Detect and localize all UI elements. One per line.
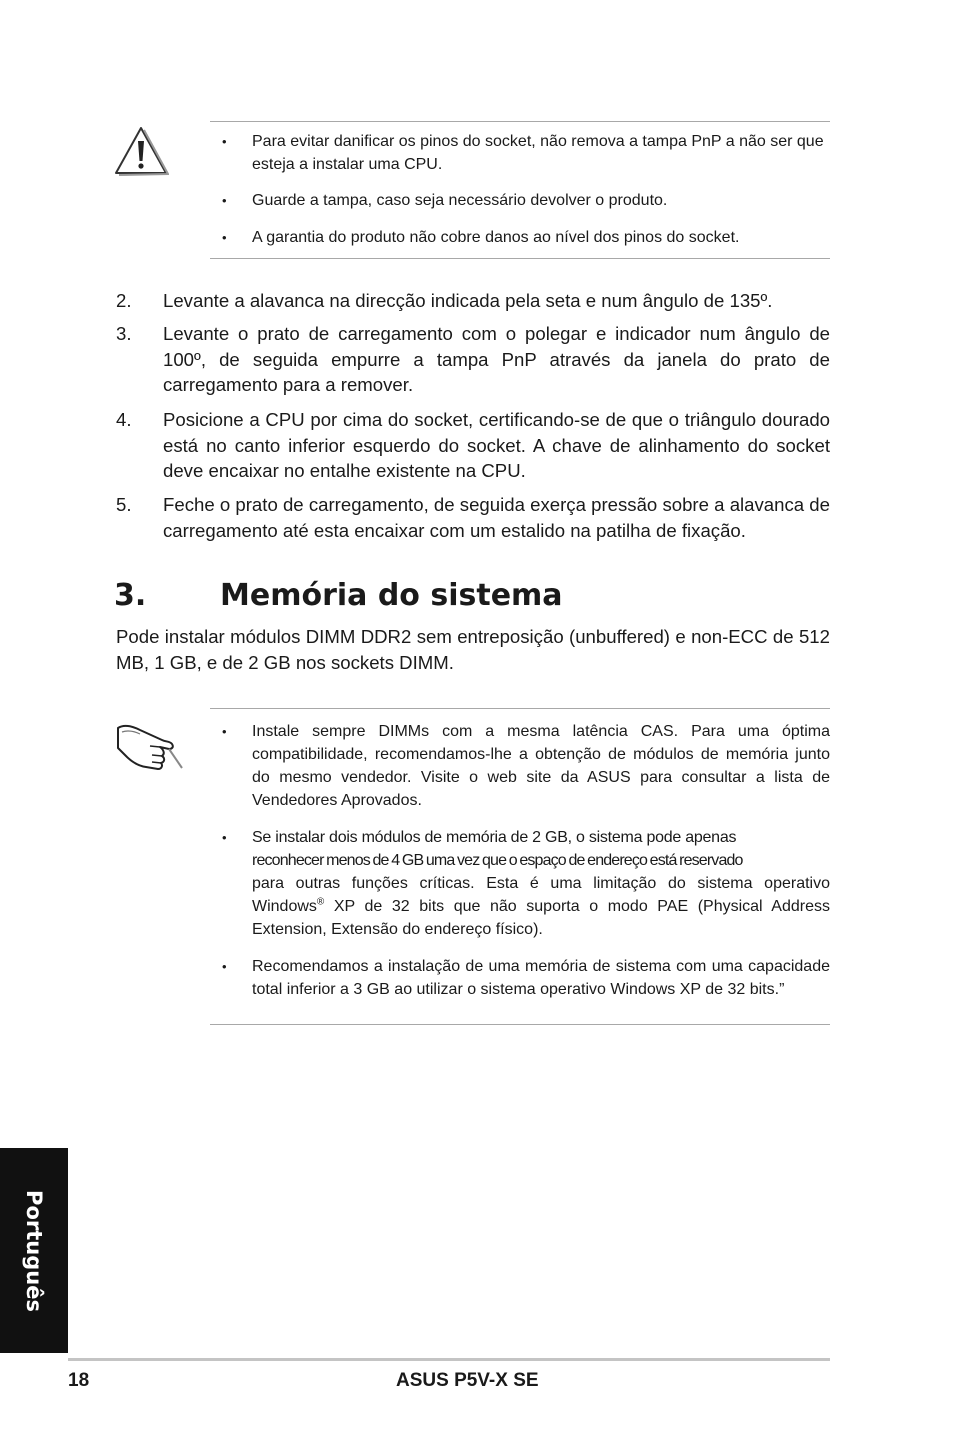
language-tab-label: Português <box>22 1189 46 1312</box>
caution-item: • A garantia do produto não cobre danos ao nível dos pinos do socket. <box>222 229 740 246</box>
step-number: 3. <box>116 323 132 344</box>
caution-notice <box>210 130 830 249</box>
caution-item: • Guarde a tampa, caso seja necessário devolver o produto. <box>222 192 668 209</box>
language-tab <box>0 1148 68 1353</box>
step-number: 5. <box>116 494 132 515</box>
note-item: • Se instalar dois módulos de memória de 2 GB, o sistema pode apenas reconhecer menos de 4 GB uma vez que o espaço de endereço está reservado para outras funções críticas. Esta é uma limitação do sistema operativo Windows® XP de 32 bits que não suporta o modo PAE (Physical Address Extension, Extensão do endereço físico). <box>210 826 830 941</box>
pointing-hand-icon <box>114 718 186 774</box>
step-5 <box>116 492 830 543</box>
caution-top-rule <box>210 121 830 122</box>
step-text: Levante o prato de carregamento com o polegar e indicador num ângulo de 100º, de seguida empurre a tampa PnP através da janela do prato de carregamento para a remover. <box>163 323 830 395</box>
step-3 <box>116 321 830 398</box>
caution-bottom-rule <box>210 258 830 259</box>
note-line: reconhecer menos de 4 GB uma vez que o espaço de endereço está reservado <box>252 852 743 869</box>
note-line: Se instalar dois módulos de memória de 2 GB, o sistema pode apenas <box>252 829 737 846</box>
section-number: 3. <box>114 578 147 613</box>
note-bottom-rule <box>210 1024 830 1025</box>
note-top-rule <box>210 708 830 709</box>
note-line: para outras funções críticas. Esta é uma limitação do sistema operativo Windows <box>252 875 830 915</box>
step-text: Feche o prato de carregamento, de seguida exerça pressão sobre a alavanca de carregamento até esta encaixar com um estalido na patilha de fixação. <box>163 494 830 541</box>
warning-icon <box>113 125 169 177</box>
caution-item: • Para evitar danificar os pinos do socket, não remova a tampa PnP a não ser que esteja a instalar uma CPU. <box>222 133 824 173</box>
step-2 <box>116 288 830 314</box>
page-number: 18 <box>68 1370 90 1391</box>
section-title: Memória do sistema <box>220 578 563 613</box>
step-number: 2. <box>116 290 132 311</box>
section-heading <box>114 578 563 613</box>
registered-mark: ® <box>316 896 325 908</box>
note-notice <box>210 720 830 1001</box>
product-name: ASUS P5V-X SE <box>396 1370 539 1391</box>
step-number: 4. <box>116 409 132 430</box>
note-item: • Instale sempre DIMMs com a mesma latência CAS. Para uma óptima compatibilidade, recomendamos-lhe a obtenção de módulos de memória junto do mesmo vendedor. Visite o web site da ASUS para consultar a lista de Vendedores Aprovados. <box>222 723 830 809</box>
note-line: XP de 32 bits que não suporta o modo PAE (Physical Address Extension, Extensão do endereço físico). <box>252 898 830 938</box>
step-text: Levante a alavanca na direcção indicada pela seta e num ângulo de 135º. <box>163 290 773 311</box>
section-intro: Pode instalar módulos DIMM DDR2 sem entreposição (unbuffered) e non-ECC de 512 MB, 1 GB, e de 2 GB nos sockets DIMM. <box>116 626 830 673</box>
footer-rule <box>68 1358 830 1361</box>
note-item: • Recomendamos a instalação de uma memória de sistema com uma capacidade total inferior a 3 GB ao utilizar o sistema operativo Windows XP de 32 bits.” <box>222 958 830 998</box>
step-4 <box>116 407 830 484</box>
step-text: Posicione a CPU por cima do socket, certificando-se de que o triângulo dourado está no canto inferior esquerdo do socket. A chave de alinhamento do socket deve encaixar no entalhe existente na CPU. <box>163 409 830 481</box>
